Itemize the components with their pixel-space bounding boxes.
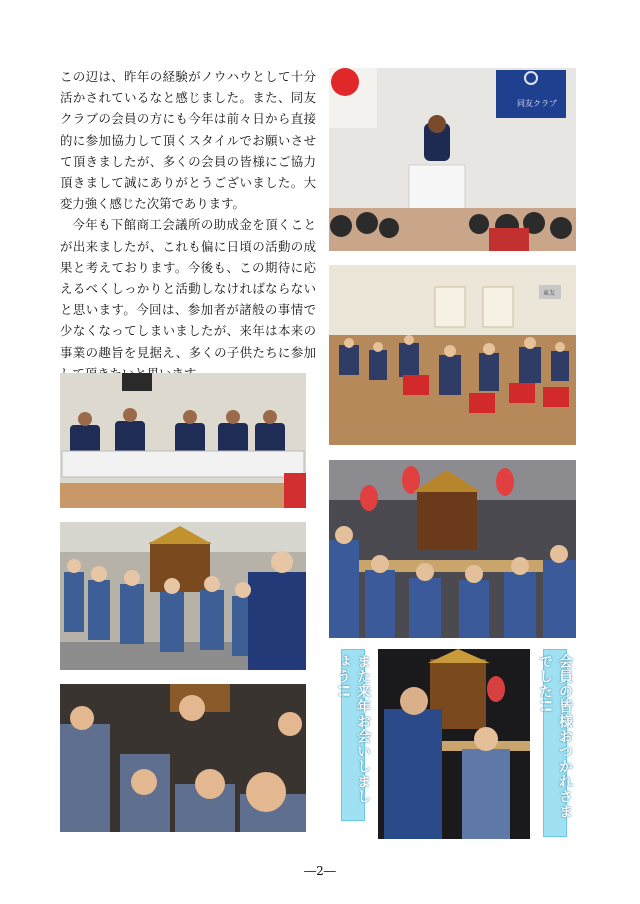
photo-children-hall	[329, 265, 576, 445]
screen-text: 東友	[543, 290, 556, 297]
photo-panel-table	[60, 373, 306, 508]
caption-see-you-next-year: また来年お会いしましょう!!	[341, 649, 365, 821]
photo-shrine-night	[378, 649, 530, 839]
photo-boys-closeup	[60, 684, 306, 832]
body-text	[60, 66, 316, 384]
photo-procession	[60, 522, 306, 670]
caption-thank-you-members: 会員の皆様おつかれさまでした!!	[543, 649, 567, 837]
page-number: ―2―	[304, 864, 336, 878]
photo-speaker-podium	[329, 68, 576, 251]
photo-shrine-street	[329, 460, 576, 638]
paragraph-2: 今年も下館商工会議所の助成金を頂くことが出来ましたが、これも偏に日頃の活動の成果と考えております。今後も、この期待に応えるべくしっかりと活動しなければならないと思います。今回は、参加者が諸般の事情で少なくなってしまいましたが、来年は本来の事業の趣旨を見据え、多くの子供たちに参加	[60, 217, 316, 360]
banner-text: 同友クラブ	[517, 99, 557, 108]
paragraph-1: この辺は、昨年の経験がノウハウとして十分活かされているなと感じました。また、同友クラブの会員の方にも今年は前々日から直接的に参加協力して頂くスタイルでお願いさせて頂きましたが、多くの会員の皆様にご協力頂きまして誠にありがとうございました。大変力強く感じた次第であります。	[60, 69, 316, 212]
